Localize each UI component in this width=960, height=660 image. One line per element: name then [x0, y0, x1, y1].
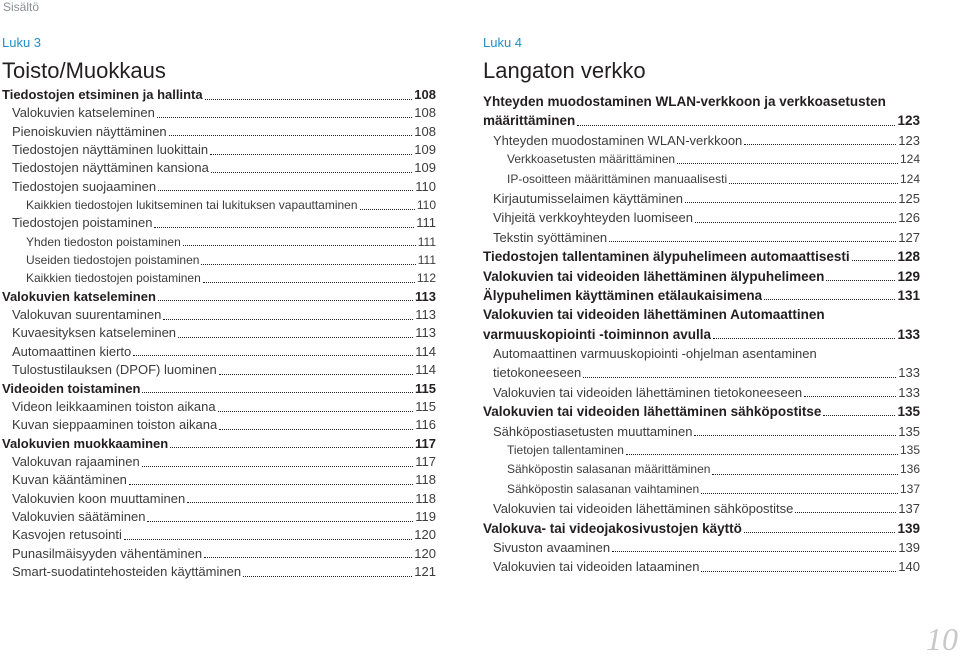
toc-entry-title: Älypuhelimen käyttäminen etälaukaisimena	[483, 287, 763, 303]
dot-leader	[219, 429, 413, 430]
toc-entry-page: 111	[417, 234, 436, 249]
toc-entry[interactable]	[483, 247, 920, 266]
toc-entry-page: 120	[414, 527, 436, 543]
toc-entry-title: Kuvan sieppaaminen toiston aikana	[12, 417, 218, 433]
toc-entry[interactable]	[483, 208, 920, 227]
toc-list	[2, 86, 436, 581]
toc-entry[interactable]	[483, 286, 920, 305]
toc-entry-page: 124	[899, 152, 920, 167]
toc-entry[interactable]	[483, 170, 920, 189]
toc-entry[interactable]	[2, 141, 436, 159]
dot-leader	[695, 222, 896, 223]
toc-entry-page: 108	[414, 105, 436, 121]
dot-leader	[183, 245, 416, 246]
toc-entry-title: Valokuvien säätäminen	[12, 508, 146, 524]
dot-leader	[154, 227, 414, 228]
toc-entry[interactable]	[483, 325, 920, 344]
toc-entry-page: 133	[898, 384, 920, 400]
dot-leader	[626, 454, 898, 455]
toc-entry[interactable]	[2, 526, 436, 544]
toc-entry-title: Valokuvien tai videoiden lähettäminen sähköpostitse	[483, 404, 822, 420]
toc-entry-page: 115	[415, 380, 436, 396]
toc-entry-title: Sähköpostiasetusten muuttaminen	[493, 423, 693, 439]
toc-entry-page: 118	[415, 472, 436, 488]
dot-leader	[170, 447, 413, 448]
toc-entry-page: 108	[414, 87, 436, 102]
toc-entry-page: 126	[898, 210, 920, 226]
dot-leader	[609, 241, 896, 242]
dot-leader	[142, 466, 414, 467]
dot-leader	[744, 144, 896, 145]
toc-entry[interactable]	[2, 178, 436, 196]
dot-leader	[163, 319, 413, 320]
toc-entry-title: Videoiden toistaminen	[2, 380, 141, 396]
dot-leader	[169, 135, 413, 136]
dot-leader	[210, 154, 412, 155]
toc-entry-title: Valokuvien katseleminen	[12, 105, 155, 121]
dot-leader	[685, 202, 896, 203]
dot-leader	[744, 532, 896, 533]
toc-entry[interactable]	[483, 499, 920, 518]
toc-entry-title: tietokoneeseen	[493, 365, 582, 381]
toc-entry-page: 111	[416, 215, 436, 231]
toc-entry-title: Kirjautumisselaimen käyttäminen	[493, 190, 684, 206]
dot-leader	[124, 539, 412, 540]
section-header: Sisältö	[3, 0, 40, 14]
toc-entry-page: 114	[415, 362, 436, 378]
toc-entry-title: Sivuston avaaminen	[493, 539, 611, 555]
toc-entry-page: 120	[414, 545, 436, 561]
toc-entry-title: Yhteyden muodostaminen WLAN-verkkoon	[493, 132, 743, 148]
chapter-label: Luku 4	[483, 35, 523, 50]
toc-entry[interactable]	[483, 402, 920, 421]
toc-entry-title: Verkkoasetusten määrittäminen	[507, 152, 676, 167]
toc-entry-title: Kuvan kääntäminen	[12, 472, 127, 488]
toc-entry-page: 137	[899, 481, 920, 496]
toc-entry[interactable]	[2, 508, 436, 526]
dot-leader	[612, 551, 896, 552]
toc-entry-page: 109	[414, 142, 436, 158]
dot-leader	[823, 415, 895, 416]
dot-leader	[219, 374, 414, 375]
toc-entry-title: Yhden tiedoston poistaminen	[26, 234, 181, 249]
toc-list	[483, 92, 920, 577]
toc-entry-page: 119	[415, 508, 436, 524]
toc-entry[interactable]	[2, 398, 436, 416]
toc-entry-page: 113	[415, 288, 436, 304]
toc-entry-page: 114	[415, 343, 436, 359]
right-column	[483, 35, 920, 575]
dot-leader	[712, 474, 898, 475]
toc-entry[interactable]	[483, 557, 920, 576]
toc-entry-title: Valokuvan rajaaminen	[12, 453, 140, 469]
toc-entry-page: 121	[414, 563, 436, 579]
toc-entry-page: 123	[897, 113, 920, 129]
toc-entry-page: 133	[898, 365, 920, 381]
toc-entry-page: 116	[415, 417, 436, 433]
dot-leader	[694, 435, 896, 436]
dot-leader	[804, 396, 896, 397]
toc-entry-page: 108	[414, 123, 436, 139]
toc-entry-title: määrittäminen	[483, 113, 576, 129]
toc-entry-title: Kuvaesityksen katseleminen	[12, 325, 177, 341]
toc-entry-page: 135	[898, 423, 920, 439]
toc-entry-page: 113	[415, 325, 436, 341]
toc-entry-page: 135	[899, 443, 920, 458]
toc-entry-title: Valokuvien tai videoiden lähettäminen tietokoneeseen	[493, 384, 803, 400]
toc-entry-title: Tekstin syöttäminen	[493, 229, 608, 245]
toc-entry-title: Valokuvien koon muuttaminen	[12, 490, 186, 506]
dot-leader	[713, 338, 895, 339]
toc-entry-page: 117	[415, 453, 436, 469]
toc-entry-title: varmuuskopiointi -toiminnon avulla	[483, 326, 712, 342]
toc-entry-title: Valokuvien muokkaaminen	[2, 435, 169, 451]
toc-entry[interactable]	[483, 422, 920, 441]
toc-entry[interactable]	[483, 111, 920, 130]
toc-entry-page: 128	[897, 249, 920, 265]
toc-entry-page: 137	[898, 501, 920, 517]
toc-entry[interactable]	[2, 306, 436, 324]
dot-leader	[178, 337, 413, 338]
dot-leader	[211, 172, 412, 173]
dot-leader	[147, 521, 413, 522]
toc-entry[interactable]	[2, 453, 436, 471]
toc-entry-page: 110	[415, 178, 436, 194]
dot-leader	[133, 355, 413, 356]
toc-entry-page: 139	[898, 539, 920, 555]
dot-leader	[204, 557, 412, 558]
toc-entry[interactable]	[2, 123, 436, 141]
dot-leader	[583, 377, 896, 378]
toc-entry[interactable]	[483, 267, 920, 286]
toc-entry[interactable]	[483, 150, 920, 169]
toc-entry-title: Kaikkien tiedostojen lukitseminen tai lukituksen vapauttaminen	[26, 198, 358, 213]
dot-leader	[187, 502, 413, 503]
toc-entry[interactable]	[2, 343, 436, 361]
dot-leader	[701, 493, 898, 494]
toc-entry-title: Sähköpostin salasanan määrittäminen	[507, 462, 711, 477]
toc-entry-page: 131	[897, 287, 920, 303]
toc-entry[interactable]	[2, 251, 436, 269]
toc-entry-title: Tiedostojen näyttäminen luokittain	[12, 142, 209, 158]
toc-entry-page: 140	[898, 559, 920, 575]
toc-entry-title: Useiden tiedostojen poistaminen	[26, 253, 200, 268]
dot-leader	[243, 576, 412, 577]
dot-leader	[577, 125, 895, 126]
toc-entry-title: Valokuvan suurentaminen	[12, 307, 162, 323]
toc-entry[interactable]	[483, 131, 920, 150]
dot-leader	[677, 163, 898, 164]
toc-entry-title: Smart-suodatintehosteiden käyttäminen	[12, 563, 242, 579]
toc-entry[interactable]	[483, 441, 920, 460]
toc-entry-title: Tiedostojen suojaaminen	[12, 178, 157, 194]
dot-leader	[218, 411, 414, 412]
toc-entry-title: Vihjeitä verkkoyhteyden luomiseen	[493, 210, 693, 226]
chapter-title: Toisto/Muokkaus	[2, 58, 166, 83]
dot-leader	[158, 190, 413, 191]
toc-entry-page: 110	[416, 198, 436, 213]
toc-entry-page: 113	[415, 307, 436, 323]
toc-entry-page: 133	[897, 326, 920, 342]
toc-entry-title: Kaikkien tiedostojen poistaminen	[26, 271, 201, 286]
dot-leader	[701, 571, 896, 572]
toc-entry-title: IP-osoitteen määrittäminen manuaalisesti	[507, 171, 728, 186]
toc-entry-title: Valokuvien tai videoiden lähettäminen sähköpostitse	[493, 501, 794, 517]
toc-entry[interactable]	[2, 380, 436, 398]
toc-entry-page: 139	[897, 520, 920, 536]
toc-entry-title: Tiedostojen näyttäminen kansiona	[12, 160, 209, 176]
toc-entry[interactable]	[483, 480, 920, 499]
toc-entry-page: 129	[897, 268, 920, 284]
toc-entry-title: Tiedostojen poistaminen	[12, 215, 153, 231]
toc-entry-title: Tietojen tallentaminen	[507, 443, 624, 458]
toc-entry[interactable]	[2, 490, 436, 508]
toc-entry[interactable]	[2, 269, 436, 287]
dot-leader	[764, 299, 895, 300]
toc-entry-title: Videon leikkaaminen toiston aikana	[12, 398, 216, 414]
toc-entry-page: 115	[415, 398, 436, 414]
toc-entry-title: Pienoiskuvien näyttäminen	[12, 123, 167, 139]
page-number: 10	[926, 621, 958, 657]
toc-entry-page: 135	[897, 404, 920, 420]
toc-entry[interactable]	[2, 416, 436, 434]
toc-entry-title: Valokuvien tai videoiden lähettäminen älypuhelimeen	[483, 268, 825, 284]
toc-entry-page: 125	[898, 190, 920, 206]
toc-entry-title: Valokuva- tai videojakosivustojen käyttö	[483, 520, 742, 536]
toc-entry-title: Tiedostojen etsiminen ja hallinta	[2, 87, 203, 102]
toc-entry[interactable]	[2, 563, 436, 581]
toc-entry[interactable]	[2, 104, 436, 122]
toc-entry[interactable]	[2, 86, 436, 104]
toc-entry[interactable]	[2, 288, 436, 306]
toc-entry-page: 127	[898, 229, 920, 245]
dot-leader	[201, 264, 415, 265]
toc-entry[interactable]	[2, 361, 436, 379]
dot-leader	[795, 512, 896, 513]
left-column	[2, 35, 436, 579]
toc-entry-page: 136	[899, 462, 920, 477]
toc-entry-title: Tiedostojen tallentaminen älypuhelimeen automaattisesti	[483, 249, 850, 265]
toc-entry-title: Automaattinen kierto	[12, 343, 132, 359]
dot-leader	[203, 282, 415, 283]
toc-entry[interactable]	[2, 214, 436, 232]
dot-leader	[157, 117, 412, 118]
toc-entry[interactable]	[2, 159, 436, 177]
toc-entry-page: 111	[417, 253, 436, 268]
dot-leader	[729, 183, 898, 184]
toc-entry-title: Valokuvien tai videoiden lataaminen	[493, 559, 700, 575]
toc-entry-title: Sähköpostin salasanan vaihtaminen	[507, 481, 700, 496]
dot-leader	[852, 260, 896, 261]
dot-leader	[360, 209, 415, 210]
toc-entry-page: 123	[898, 132, 920, 148]
toc-entry-page: 118	[415, 490, 436, 506]
toc-entry[interactable]	[483, 228, 920, 247]
dot-leader	[826, 280, 895, 281]
toc-entry[interactable]	[483, 460, 920, 479]
toc-entry[interactable]	[2, 545, 436, 563]
dot-leader	[158, 300, 413, 301]
chapter-title: Langaton verkko	[483, 58, 646, 83]
dot-leader	[142, 392, 413, 393]
dot-leader	[129, 484, 413, 485]
toc-entry[interactable]	[483, 538, 920, 557]
toc-entry[interactable]	[483, 519, 920, 538]
dot-leader	[205, 99, 413, 100]
toc-entry[interactable]	[2, 471, 436, 489]
toc-entry-title: Kasvojen retusointi	[12, 527, 122, 543]
toc-entry[interactable]	[2, 324, 436, 342]
toc-entry[interactable]	[483, 383, 920, 402]
toc-entry[interactable]	[483, 189, 920, 208]
toc-heading-line: Yhteyden muodostaminen WLAN-verkkoon ja verkkoasetusten	[483, 94, 886, 109]
toc-subentry-line: Automaattinen varmuuskopiointi -ohjelman asentaminen	[493, 346, 817, 362]
toc-entry[interactable]	[2, 233, 436, 251]
toc-entry[interactable]	[2, 196, 436, 214]
toc-entry-title: Valokuvien katseleminen	[2, 288, 156, 304]
toc-entry[interactable]	[2, 435, 436, 453]
toc-entry-page: 117	[415, 435, 436, 451]
toc-entry-title: Punasilmäisyyden vähentäminen	[12, 545, 203, 561]
toc-heading-line: Valokuvien tai videoiden lähettäminen Automaattinen	[483, 307, 825, 323]
chapter-label: Luku 3	[2, 35, 42, 50]
toc-entry[interactable]	[483, 363, 920, 382]
toc-entry-page: 112	[416, 271, 436, 286]
toc-entry-title: Tulostustilauksen (DPOF) luominen	[12, 362, 217, 378]
toc-entry-page: 109	[414, 160, 436, 176]
toc-entry-page: 124	[899, 171, 920, 186]
